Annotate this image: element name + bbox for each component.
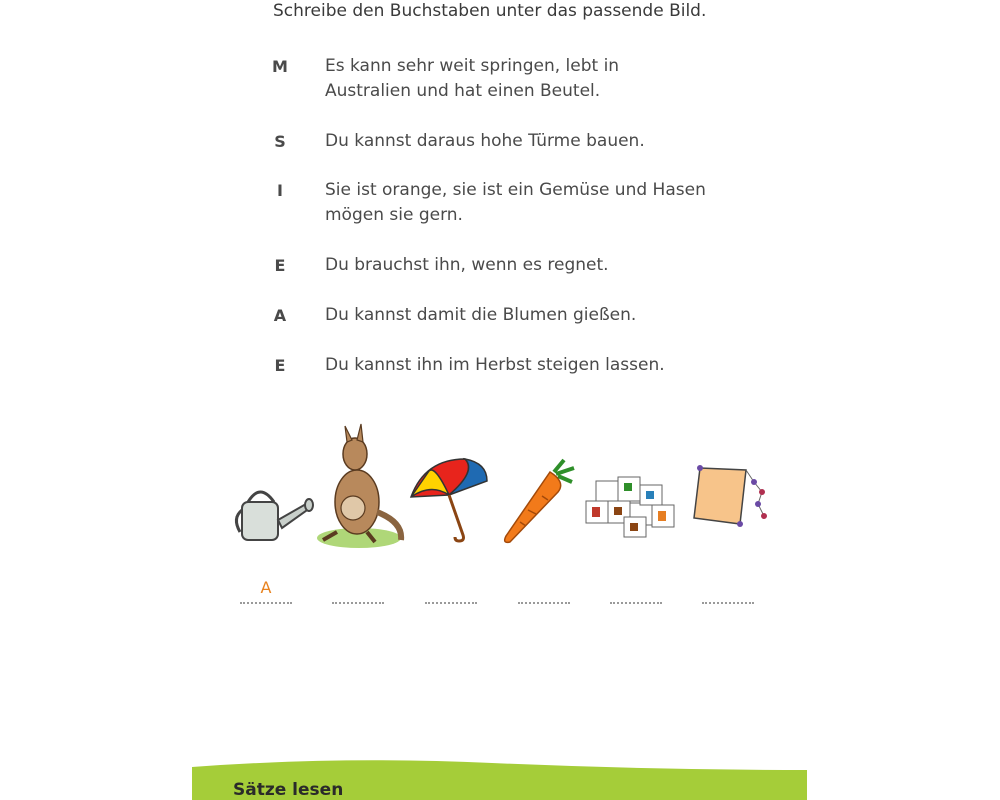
- kite-picture: [688, 462, 770, 534]
- clue-text: Es kann sehr weit springen, lebt in Australien und hat einen Beutel.: [325, 56, 620, 101]
- answer-letter: [606, 578, 666, 598]
- clue-letter: M: [272, 57, 288, 76]
- clue-text: Du kannst daraus hohe Türme bauen.: [325, 131, 645, 151]
- answer-blank-2[interactable]: [328, 578, 388, 606]
- watering-can-picture: [230, 480, 315, 545]
- clue-letter: S: [274, 132, 286, 151]
- clue-text: Du kannst ihn im Herbst steigen lassen.: [325, 355, 665, 375]
- instruction-text: Schreibe den Buchstaben unter das passende Bild.: [273, 1, 707, 21]
- clue-letter: A: [273, 306, 287, 325]
- clue-letter: E: [274, 256, 286, 275]
- dotted-line: [332, 598, 384, 604]
- answer-blank-1[interactable]: [236, 578, 296, 606]
- answer-blank-3[interactable]: [421, 578, 481, 606]
- kangaroo-picture: [315, 422, 405, 550]
- umbrella-picture: [405, 455, 490, 545]
- clue-text: Du kannst damit die Blumen gießen.: [325, 305, 637, 325]
- answer-letter: [514, 578, 574, 598]
- answer-letter: [328, 578, 388, 598]
- answer-blank-6[interactable]: [698, 578, 758, 606]
- answer-letter: [698, 578, 758, 598]
- answer-letter: [421, 578, 481, 598]
- carrot-picture: [498, 458, 578, 546]
- dotted-line: [240, 598, 292, 604]
- answer-letter: A: [260, 578, 272, 597]
- dotted-line: [610, 598, 662, 604]
- answer-blank-4[interactable]: [514, 578, 574, 606]
- clue-letter: I: [277, 181, 283, 200]
- section-title: Sätze lesen: [233, 780, 344, 800]
- answer-blank-5[interactable]: [606, 578, 666, 606]
- toy-blocks-picture: [584, 473, 682, 538]
- clue-text: Sie ist orange, sie ist ein Gemüse und Hasen mögen sie gern.: [325, 180, 706, 225]
- clue-letter: E: [274, 356, 286, 375]
- dotted-line: [518, 598, 570, 604]
- dotted-line: [425, 598, 477, 604]
- clue-text: Du brauchst ihn, wenn es regnet.: [325, 255, 609, 275]
- dotted-line: [702, 598, 754, 604]
